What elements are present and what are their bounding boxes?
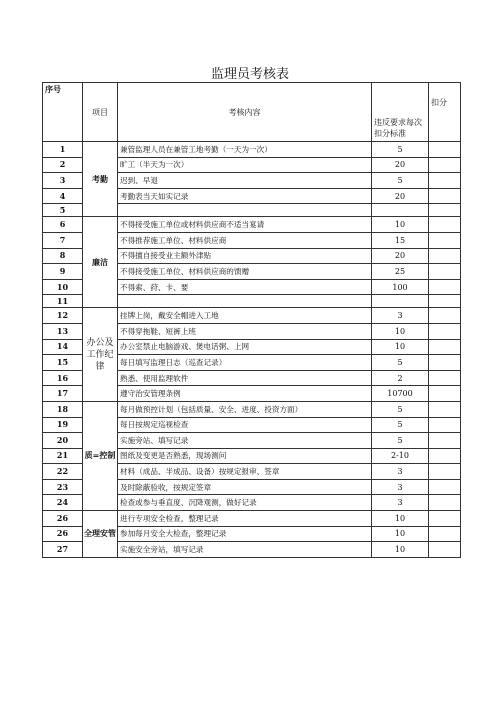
row-number: 24 [43,495,83,511]
row-deduction[interactable] [429,295,461,308]
table-row [43,217,461,233]
row-number: 8 [43,248,83,264]
header-deduction: 扣分 [429,83,461,142]
row-content: 实施旁站、填写记录 [118,433,372,449]
row-number: 22 [43,464,83,480]
category-office-discipline: 办公及工作纪律 [83,308,118,402]
category-quality-control: 质=控制 [83,401,118,510]
row-deduction[interactable] [429,370,461,386]
row-number: 10 [43,279,83,295]
row-standard: 10700 [372,386,429,402]
page-title: 监理员考核表 [210,67,289,82]
row-content: 检查或参与垂直度、沉降观测，做好记录 [118,495,372,511]
row-deduction[interactable] [429,401,461,417]
row-standard: 10 [372,511,429,527]
row-content [118,295,372,308]
row-standard: 5 [372,142,429,158]
row-number: 3 [43,173,83,189]
row-standard: 3 [372,479,429,495]
row-content: 及时除蔽验收，按规定签章 [118,479,372,495]
row-deduction[interactable] [429,417,461,433]
row-number: 2 [43,157,83,173]
row-content: 不得穿拖鞋、短裤上班 [118,323,372,339]
row-number: 20 [43,433,83,449]
row-standard: 3 [372,464,429,480]
row-content: 迟到、早退 [118,173,372,189]
row-standard: 3 [372,495,429,511]
row-content: 参加每月安全大检查，整理记录 [118,526,372,542]
row-deduction[interactable] [429,323,461,339]
row-number: 13 [43,323,83,339]
row-deduction[interactable] [429,526,461,542]
row-standard [372,295,429,308]
header-seq: 序号 [43,83,83,142]
row-deduction[interactable] [429,542,461,558]
row-number: 15 [43,355,83,371]
row-content: 不得索、荮、卡、要 [118,279,372,295]
row-content: 进行专项安全检查，整理记录 [118,511,372,527]
row-content: 图纸及变更是否熟悉，现场测问 [118,448,372,464]
row-number: 26 [43,511,83,527]
row-number: 14 [43,339,83,355]
row-number: 17 [43,386,83,402]
header-item: 项目 [83,83,118,142]
row-standard: 10 [372,323,429,339]
row-standard: 2-10 [372,448,429,464]
row-standard [372,204,429,217]
row-content: 不得推荐施工单位、材料供应商 [118,232,372,248]
header-row [43,83,461,142]
row-deduction[interactable] [429,386,461,402]
row-number: 4 [43,188,83,204]
row-content: 旷工（半天为一次） [118,157,372,173]
row-deduction[interactable] [429,355,461,371]
table-row [43,308,461,324]
row-number: 23 [43,479,83,495]
row-standard: 5 [372,417,429,433]
row-number: 1 [43,142,83,158]
row-standard: 5 [372,433,429,449]
row-number: 16 [43,370,83,386]
row-number: 5 [43,204,83,217]
row-deduction[interactable] [429,495,461,511]
row-content: 办公室禁止电脑游戏、煲电话粥、上网 [118,339,372,355]
row-standard: 15 [372,232,429,248]
row-number: 21 [43,448,83,464]
row-deduction[interactable] [429,232,461,248]
row-content: 材料（成品、半成品、设备）按规定报审、签章 [118,464,372,480]
row-standard: 5 [372,355,429,371]
row-standard: 10 [372,217,429,233]
row-standard: 3 [372,308,429,324]
row-content: 每日按规定巡视检查 [118,417,372,433]
row-content: 不得接受施工单位或材料供应商不适当宴请 [118,217,372,233]
row-deduction[interactable] [429,279,461,295]
row-standard: 2 [372,370,429,386]
header-standard: 违反要求每次扣分标准 [372,83,429,142]
table-row [43,142,461,158]
row-number: 27 [43,542,83,558]
row-content: 每日填写监理日志（巡查记录） [118,355,372,371]
row-deduction[interactable] [429,217,461,233]
row-standard: 10 [372,542,429,558]
row-content: 挂牌上岗，戴安全帽进入工地 [118,308,372,324]
row-content: 实施安全旁站，填写记录 [118,542,372,558]
row-number: 6 [43,217,83,233]
row-number: 26 [43,526,83,542]
row-standard: 20 [372,188,429,204]
header-content: 考核内容 [118,83,372,142]
table-row [43,401,461,417]
row-content: 不得擅自接受业主额外津贴 [118,248,372,264]
row-deduction[interactable] [429,142,461,158]
category-integrity: 廉洁 [83,217,118,308]
row-number: 11 [43,295,83,308]
row-deduction[interactable] [429,264,461,280]
row-number: 19 [43,417,83,433]
table-row [43,511,461,527]
row-standard: 10 [372,339,429,355]
category-safety-management: 全理安管 [83,511,118,558]
row-deduction[interactable] [429,157,461,173]
row-deduction[interactable] [429,188,461,204]
row-content [118,204,372,217]
row-deduction[interactable] [429,464,461,480]
row-deduction[interactable] [429,204,461,217]
row-standard: 5 [372,173,429,189]
row-deduction[interactable] [429,448,461,464]
row-number: 7 [43,232,83,248]
category-attendance: 考勤 [83,142,118,217]
row-content: 兼管监理人员在兼管工地考勤（一天为一次） [118,142,372,158]
assessment-table [42,82,461,558]
row-deduction[interactable] [429,479,461,495]
row-standard: 5 [372,401,429,417]
row-content: 遵守治安管理条例 [118,386,372,402]
row-number: 18 [43,401,83,417]
row-standard: 100 [372,279,429,295]
row-deduction[interactable] [429,248,461,264]
row-standard: 10 [372,526,429,542]
row-number: 12 [43,308,83,324]
row-number: 9 [43,264,83,280]
row-content: 考勤表当天如实记录 [118,188,372,204]
row-deduction[interactable] [429,511,461,527]
row-standard: 20 [372,248,429,264]
row-content: 熟悉、使用监理软件 [118,370,372,386]
row-deduction[interactable] [429,433,461,449]
row-deduction[interactable] [429,308,461,324]
row-deduction[interactable] [429,339,461,355]
row-content: 不得接受施工单位、材料供应商的馈赠 [118,264,372,280]
row-deduction[interactable] [429,173,461,189]
row-standard: 25 [372,264,429,280]
row-content: 每月做预控计划（包括质量、安全、进度、投资方面） [118,401,372,417]
row-standard: 20 [372,157,429,173]
